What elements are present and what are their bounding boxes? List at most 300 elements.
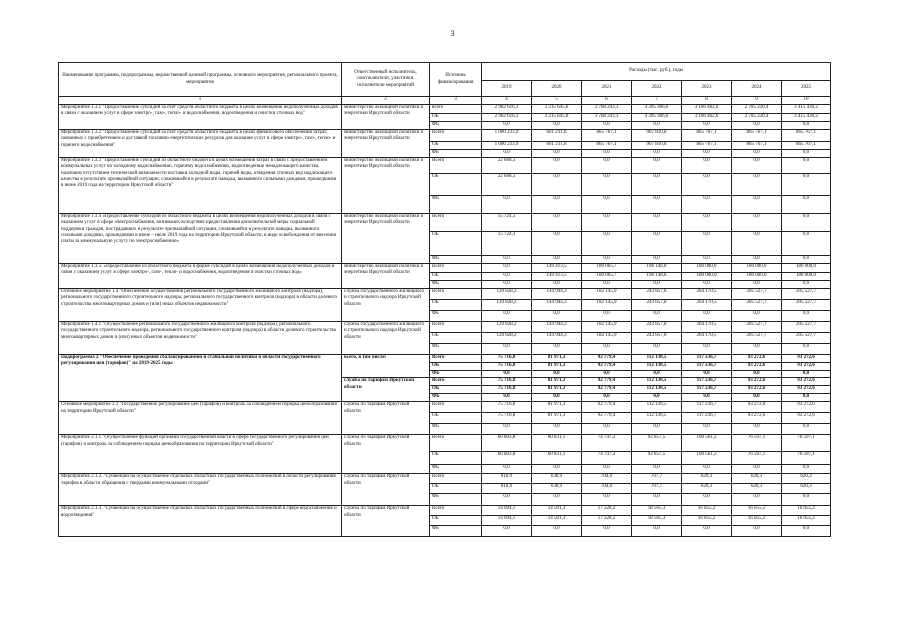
amount-cell: 75 716,8 <box>482 402 532 413</box>
amount-cell: 60 803,8 <box>482 435 532 452</box>
budget-table <box>58 62 831 537</box>
amount-cell: 620,3 <box>732 474 782 484</box>
amount-cell: 0,0 <box>582 174 632 196</box>
amount-cell: 14 501,3 <box>532 506 582 516</box>
funding-source-cell: ОБ <box>430 363 482 371</box>
amount-cell: 0,0 <box>682 494 732 506</box>
amount-cell: 1 000 233,9 <box>482 130 532 142</box>
amount-cell: 93 272,6 <box>782 386 831 394</box>
amount-cell: 638,9 <box>532 474 582 484</box>
amount-cell: 60 831,1 <box>532 452 582 465</box>
amount-cell: 144 944,3 <box>532 289 582 300</box>
amount-cell: 0,0 <box>682 311 732 322</box>
amount-cell: 76 597,1 <box>782 435 831 452</box>
column-index-cell: 1 <box>59 97 342 105</box>
amount-cell: 0,0 <box>682 122 732 130</box>
amount-cell: 93 272,6 <box>732 363 782 371</box>
amount-cell: 3 166 462,6 <box>682 114 732 122</box>
amount-cell: 75 716,8 <box>482 355 532 363</box>
funding-source-cell: ОБ <box>430 333 482 344</box>
table-row <box>59 214 831 232</box>
amount-cell: 180 000,0 <box>682 264 732 273</box>
amount-cell: 205 527,7 <box>732 289 782 300</box>
amount-cell: 180 000,0 <box>732 273 782 281</box>
amount-cell: 0,0 <box>532 158 582 174</box>
column-index-cell: 6 <box>582 97 632 105</box>
amount-cell: 0,0 <box>782 232 831 256</box>
amount-cell: 3 415 430,2 <box>782 105 831 114</box>
amount-cell: 144 944,3 <box>532 322 582 333</box>
funding-source-cell: ФБ <box>430 424 482 435</box>
amount-cell: 0,0 <box>582 232 632 256</box>
amount-cell: 0,0 <box>732 122 782 130</box>
funding-source-cell: ОБ <box>430 174 482 196</box>
amount-cell: 0,0 <box>532 122 582 130</box>
amount-cell: 112 130,5 <box>632 355 682 363</box>
amount-cell: 1 000 233,9 <box>482 142 532 150</box>
amount-cell: 76 597,1 <box>732 435 782 452</box>
amount-cell: 180 000,0 <box>682 273 732 281</box>
item-name-cell: Мероприятие 2.1.1."Осуществление функций органами государственной власти в сфере государственного регулирования цен (тарифов) и контроль за соблюдением порядка ценообразования на территории Иркутской области" <box>59 435 342 474</box>
amount-cell: 16 055,2 <box>732 516 782 526</box>
amount-cell: 865 767,1 <box>732 142 782 150</box>
amount-cell: 0,0 <box>632 494 682 506</box>
funding-source-cell: ФБ <box>430 256 482 264</box>
amount-cell: 60 803,8 <box>482 452 532 465</box>
amount-cell: 112 130,5 <box>632 363 682 371</box>
amount-cell: 75 716,8 <box>482 363 532 371</box>
amount-cell: 205 527,7 <box>782 300 831 311</box>
funding-source-cell: ФБ <box>430 311 482 322</box>
amount-cell: 638,9 <box>532 484 582 494</box>
funding-source-cell: ФБ <box>430 281 482 289</box>
amount-cell: 0,0 <box>732 371 782 378</box>
amount-cell: 144 944,3 <box>532 300 582 311</box>
year-header-cell: 2023 <box>682 81 732 97</box>
amount-cell: 0,0 <box>532 196 582 214</box>
table-row <box>59 264 831 273</box>
amount-cell: 0,0 <box>582 150 632 158</box>
amount-cell: 4 395 306,6 <box>632 114 682 122</box>
year-header-cell: 2019 <box>482 81 532 97</box>
amount-cell: 865 767,1 <box>782 142 831 150</box>
amount-cell: 0,0 <box>732 526 782 537</box>
amount-cell: 0,0 <box>532 311 582 322</box>
item-name-cell: Мероприятие 1.3.3 "Предоставление субсидий из областного бюджета в целях возмещения затрат в связи с предоставлением коммунальных услуг по холодному водоснабжению, горячему водоснабжению, водоотведению ненадлежащего качества, наличием отсутствием технической возможности поставки холодной воды, горячей воды, отведения сточных вод надлежащего качества в результате чрезвычайной ситуации, сложившейся в результате паводка, вызванного сильными дождями, прошедшими в июне 2019 года на территории Иркутской области" <box>59 158 342 214</box>
amount-cell: 0,0 <box>482 526 532 537</box>
amount-cell: 14 094,1 <box>482 506 532 516</box>
funding-source-cell: ОБ <box>430 114 482 122</box>
amount-cell: 149 413,5 <box>532 273 582 281</box>
amount-cell: 180 000,0 <box>732 264 782 273</box>
amount-cell: 120 828,2 <box>482 322 532 333</box>
amount-cell: 707,7 <box>632 484 682 494</box>
amount-cell: 2 705 220,4 <box>732 105 782 114</box>
amount-cell: 0,0 <box>532 344 582 355</box>
amount-cell: 81 971,3 <box>532 378 582 386</box>
column-index-cell: 9 <box>732 97 782 105</box>
amount-cell: 0,0 <box>482 264 532 273</box>
amount-cell: 0,0 <box>582 214 632 232</box>
amount-cell: 0,0 <box>582 281 632 289</box>
header-expenses-cell: Расходы (тыс. руб.), годы <box>482 63 831 81</box>
table-row <box>59 402 831 413</box>
amount-cell: 0,0 <box>532 526 582 537</box>
amount-cell: 75 716,8 <box>482 386 532 394</box>
funding-source-cell: ФБ <box>430 371 482 378</box>
amount-cell: 2 962 616,3 <box>482 105 532 114</box>
column-index-cell: 3 <box>430 97 482 105</box>
funding-source-cell: ФБ <box>430 394 482 402</box>
amount-cell: 3 415 430,2 <box>782 114 831 122</box>
amount-cell: 196 148,8 <box>632 264 682 273</box>
amount-cell: 0,0 <box>582 344 632 355</box>
column-index-cell: 4 <box>482 97 532 105</box>
table-row <box>59 105 831 114</box>
amount-cell: 205 527,7 <box>732 333 782 344</box>
amount-cell: 264 170,5 <box>682 322 732 333</box>
amount-cell: 182 145,9 <box>582 333 632 344</box>
amount-cell: 17 328,2 <box>582 506 632 516</box>
amount-cell: 264 170,5 <box>682 300 732 311</box>
amount-cell: 18 565,3 <box>632 516 682 526</box>
funding-source-cell: ФБ <box>430 196 482 214</box>
amount-cell: 0,0 <box>732 465 782 474</box>
amount-cell: 0,0 <box>532 281 582 289</box>
amount-cell: 182 145,9 <box>582 300 632 311</box>
amount-cell: 117 236,7 <box>682 363 732 371</box>
amount-cell: 3 166 462,6 <box>682 105 732 114</box>
amount-cell: 0,0 <box>682 465 732 474</box>
amount-cell: 0,0 <box>582 256 632 264</box>
funding-source-cell: ФБ <box>430 526 482 537</box>
amount-cell: 0,0 <box>682 344 732 355</box>
funding-source-cell: ОБ <box>430 300 482 311</box>
amount-cell: 0,0 <box>532 174 582 196</box>
amount-cell: 92 779,4 <box>582 378 632 386</box>
amount-cell: 0,0 <box>632 174 682 196</box>
amount-cell: 16 055,2 <box>782 516 831 526</box>
executor-cell: служба по тарифам Иркутской области <box>342 378 430 402</box>
amount-cell: 0,0 <box>532 214 582 232</box>
table-row <box>59 158 831 174</box>
amount-cell: 117 236,7 <box>682 402 732 413</box>
amount-cell: 0,0 <box>782 344 831 355</box>
amount-cell: 2 705 220,4 <box>732 114 782 122</box>
amount-cell: 16 055,2 <box>732 506 782 516</box>
amount-cell: 0,0 <box>482 311 532 322</box>
amount-cell: 0,0 <box>632 344 682 355</box>
amount-cell: 0,0 <box>682 232 732 256</box>
item-name-cell: Мероприятие 1.3.4 «Предоставление субсидий из областного бюджета в целях возмещения недополученных доходов в связи с оказанием услуг в сфере электроснабжения, возникших вследствие предоставления дополнительной меры социальной поддержки граждан, пострадавших в результате чрезвычайной ситуации, сложившейся в результате паводка, вызванного сильными дождями, прошедшими в июне – июле 2019 года на территории Иркутской области, в виде освобождения от внесения платы за коммунальную услугу по электроснабжению» <box>59 214 342 264</box>
amount-cell: 93 272,6 <box>782 355 831 363</box>
amount-cell: 205 527,7 <box>782 322 831 333</box>
amount-cell: 704,0 <box>582 484 632 494</box>
amount-cell: 112 130,5 <box>632 386 682 394</box>
funding-source-cell: всего <box>430 105 482 114</box>
amount-cell: 205 527,7 <box>782 289 831 300</box>
funding-source-cell: ФБ <box>430 494 482 506</box>
funding-source-cell: ОБ <box>430 273 482 281</box>
amount-cell: 0,0 <box>632 371 682 378</box>
amount-cell: 16 055,2 <box>682 506 732 516</box>
amount-cell: 0,0 <box>782 394 831 402</box>
amount-cell: 0,0 <box>632 424 682 435</box>
table-row <box>59 506 831 516</box>
amount-cell: 704,0 <box>582 474 632 484</box>
amount-cell: 76 597,1 <box>782 452 831 465</box>
amount-cell: 0,0 <box>632 394 682 402</box>
amount-cell: 117 236,7 <box>682 386 732 394</box>
item-name-cell: Основное мероприятие 2.1 "Государственное регулирование цен (тарифов) и контроль за соблюдением порядка ценообразования на территории Иркутской области" <box>59 402 342 435</box>
amount-cell: 0,0 <box>782 424 831 435</box>
amount-cell: 0,0 <box>582 526 632 537</box>
amount-cell: 818,9 <box>482 474 532 484</box>
amount-cell: 0,0 <box>482 273 532 281</box>
funding-source-cell: Всего <box>430 214 482 232</box>
amount-cell: 243 857,8 <box>632 289 682 300</box>
funding-source-cell: Всего <box>430 158 482 174</box>
executor-cell: служба по тарифам Иркутской области <box>342 435 430 474</box>
amount-cell: 93 272,6 <box>732 355 782 363</box>
amount-cell: 0,0 <box>582 424 632 435</box>
amount-cell: 0,0 <box>532 232 582 256</box>
amount-cell: 264 170,5 <box>682 333 732 344</box>
amount-cell: 967 810,8 <box>632 130 682 142</box>
amount-cell: 3 215 645,8 <box>532 105 582 114</box>
executor-cell: министерство жилищной политики и энергетики Иркутской области <box>342 264 430 289</box>
executor-cell: министерство жилищной политики и энергетики Иркутской области <box>342 105 430 130</box>
funding-source-cell: ОБ <box>430 484 482 494</box>
executor-cell: служба по тарифам Иркутской области <box>342 402 430 435</box>
amount-cell: 967 810,8 <box>632 142 682 150</box>
amount-cell: 0,0 <box>482 424 532 435</box>
amount-cell: 205 527,7 <box>732 300 782 311</box>
amount-cell: 0,0 <box>582 122 632 130</box>
amount-cell: 264 170,5 <box>682 289 732 300</box>
amount-cell: 92 779,4 <box>582 355 632 363</box>
funding-source-cell: Всего <box>430 506 482 516</box>
amount-cell: 15 724,3 <box>482 232 532 256</box>
year-header-cell: 2024 <box>732 81 782 97</box>
amount-cell: 0,0 <box>682 281 732 289</box>
column-index-cell: 7 <box>632 97 682 105</box>
funding-source-cell: Всего <box>430 474 482 484</box>
amount-cell: 180 065,7 <box>582 273 632 281</box>
amount-cell: 0,0 <box>682 526 732 537</box>
amount-cell: 60 831,1 <box>532 435 582 452</box>
year-header-cell: 2021 <box>582 81 632 97</box>
amount-cell: 0,0 <box>782 150 831 158</box>
amount-cell: 81 971,3 <box>532 402 582 413</box>
funding-source-cell: Всего <box>430 289 482 300</box>
amount-cell: 22 668,3 <box>482 174 532 196</box>
amount-cell: 0,0 <box>482 465 532 474</box>
amount-cell: 81 971,3 <box>532 363 582 371</box>
item-name-cell: Подпрограмма 2 "Обеспечение проведения сбалансированной и стабильной политики в области государственного регулирования цен (тарифов)" на 2019-2025 годы <box>59 355 342 402</box>
amount-cell: 180 000,0 <box>782 264 831 273</box>
amount-cell: 182 145,9 <box>582 289 632 300</box>
amount-cell: 0,0 <box>532 494 582 506</box>
amount-cell: 865 767,1 <box>732 130 782 142</box>
amount-cell: 92 857,5 <box>632 452 682 465</box>
amount-cell: 865 767,1 <box>582 142 632 150</box>
amount-cell: 0,0 <box>532 394 582 402</box>
table-row <box>59 322 831 333</box>
amount-cell: 81 971,3 <box>532 386 582 394</box>
amount-cell: 0,0 <box>632 150 682 158</box>
amount-cell: 93 272,6 <box>732 386 782 394</box>
amount-cell: 661 231,8 <box>532 130 582 142</box>
amount-cell: 144 944,3 <box>532 333 582 344</box>
table-row <box>59 355 831 363</box>
amount-cell: 0,0 <box>732 158 782 174</box>
amount-cell: 75 716,8 <box>482 413 532 424</box>
amount-cell: 0,0 <box>782 281 831 289</box>
amount-cell: 0,0 <box>532 150 582 158</box>
amount-cell: 0,0 <box>782 122 831 130</box>
amount-cell: 0,0 <box>782 196 831 214</box>
amount-cell: 117 236,7 <box>682 378 732 386</box>
amount-cell: 2 962 616,3 <box>482 114 532 122</box>
amount-cell: 180 000,0 <box>782 273 831 281</box>
amount-cell: 14 501,3 <box>532 516 582 526</box>
amount-cell: 112 130,5 <box>632 378 682 386</box>
column-index-cell: 2 <box>342 97 430 105</box>
amount-cell: 0,0 <box>482 344 532 355</box>
item-name-cell: Мероприятие 2.1.2. "Субвенции на осуществление отдельных областных государственных полномочий в области регулирования тарифов в области обращения с твердыми коммунальными отходами" <box>59 474 342 506</box>
item-name-cell: Мероприятие 2.1.3. "Субвенции на осуществление отдельных областных государственных полномочий в сфере водоснабжения и водоотведения" <box>59 506 342 537</box>
funding-source-cell: ОБ <box>430 386 482 394</box>
amount-cell: 0,0 <box>682 196 732 214</box>
amount-cell: 180 065,7 <box>582 264 632 273</box>
amount-cell: 0,0 <box>732 311 782 322</box>
amount-cell: 0,0 <box>482 196 532 214</box>
amount-cell: 0,0 <box>682 424 732 435</box>
amount-cell: 74 747,2 <box>582 452 632 465</box>
header-name-cell: Наименование программы, подпрограммы, ведомственной целевой программы, основного мероприятия, регионального проекта, мероприятия <box>59 63 342 97</box>
table-row <box>59 474 831 484</box>
amount-cell: 0,0 <box>682 256 732 264</box>
amount-cell: 22 668,3 <box>482 158 532 174</box>
funding-source-cell: Всего <box>430 378 482 386</box>
amount-cell: 93 272,6 <box>732 402 782 413</box>
column-index-cell: 5 <box>532 97 582 105</box>
amount-cell: 14 094,1 <box>482 516 532 526</box>
amount-cell: 0,0 <box>632 526 682 537</box>
amount-cell: 0,0 <box>632 214 682 232</box>
amount-cell: 0,0 <box>782 311 831 322</box>
amount-cell: 112 130,5 <box>632 402 682 413</box>
amount-cell: 93 272,6 <box>782 378 831 386</box>
amount-cell: 0,0 <box>732 424 782 435</box>
executor-cell: служба государственного жилищного и строительного надзора Иркутской области <box>342 322 430 355</box>
amount-cell: 0,0 <box>582 371 632 378</box>
amount-cell: 117 236,7 <box>682 355 732 363</box>
amount-cell: 15 724,3 <box>482 214 532 232</box>
funding-source-cell: ОБ <box>430 232 482 256</box>
column-index-cell: 10 <box>782 97 831 105</box>
amount-cell: 0,0 <box>782 465 831 474</box>
amount-cell: 0,0 <box>732 214 782 232</box>
amount-cell: 0,0 <box>732 281 782 289</box>
amount-cell: 93 272,6 <box>732 378 782 386</box>
amount-cell: 205 527,7 <box>782 333 831 344</box>
amount-cell: 117 236,7 <box>682 413 732 424</box>
amount-cell: 0,0 <box>482 150 532 158</box>
amount-cell: 0,0 <box>732 150 782 158</box>
amount-cell: 92 779,4 <box>582 402 632 413</box>
amount-cell: 0,0 <box>632 311 682 322</box>
amount-cell: 620,3 <box>682 484 732 494</box>
header-executor-cell: Ответственный исполнитель, соисполнители, участники, исполнители мероприятий <box>342 63 430 97</box>
amount-cell: 0,0 <box>732 256 782 264</box>
amount-cell: 0,0 <box>582 196 632 214</box>
amount-cell: 620,3 <box>782 484 831 494</box>
funding-source-cell: ФБ <box>430 150 482 158</box>
amount-cell: 0,0 <box>682 394 732 402</box>
amount-cell: 81 971,3 <box>532 355 582 363</box>
amount-cell: 0,0 <box>482 256 532 264</box>
funding-source-cell: ФБ <box>430 465 482 474</box>
amount-cell: 0,0 <box>732 344 782 355</box>
amount-cell: 0,0 <box>482 281 532 289</box>
item-name-cell: Мероприятие 1.4.1 "Осуществление регионального государственного жилищного контроля (надзора), регионального государственного строительного надзора, регионального государственного контроля (надзора) в области долевого строительства многоквартирных домов и (или) иных объектов недвижимости" <box>59 322 342 355</box>
amount-cell: 0,0 <box>782 214 831 232</box>
amount-cell: 0,0 <box>582 465 632 474</box>
amount-cell: 120 828,2 <box>482 300 532 311</box>
amount-cell: 0,0 <box>682 371 732 378</box>
table-row <box>59 130 831 142</box>
amount-cell: 0,0 <box>682 150 732 158</box>
item-name-cell: Мероприятие 1.3.1 "Предоставление субсидий за счет средств областного бюджета в целях возмещения недополученных доходов в связи с оказанием услуг в сфере электро-, газо-, тепло- и водоснабжения, водоотведения и очистки сточных вод" <box>59 105 342 130</box>
funding-source-cell: Всего <box>430 130 482 142</box>
amount-cell: 0,0 <box>632 232 682 256</box>
amount-cell: 93 272,6 <box>782 402 831 413</box>
amount-cell: 0,0 <box>682 174 732 196</box>
amount-cell: 0,0 <box>632 465 682 474</box>
amount-cell: 620,3 <box>682 474 732 484</box>
column-index-cell: 8 <box>682 97 732 105</box>
amount-cell: 243 857,8 <box>632 333 682 344</box>
funding-source-cell: ФБ <box>430 344 482 355</box>
item-name-cell: Основное мероприятие 1.4 "Обеспечение осуществления регионального государственного жилищного контроля (надзора), регионального государственного строительного надзора, регионального государственного контроля (надзора) в области долевого строительства многоквартирных домов и (или) иных объектов недвижимости" <box>59 289 342 322</box>
funding-source-cell: Всего <box>430 264 482 273</box>
amount-cell: 81 971,3 <box>532 413 582 424</box>
amount-cell: 149 413,5 <box>532 264 582 273</box>
amount-cell: 75 716,8 <box>482 378 532 386</box>
amount-cell: 76 597,1 <box>732 452 782 465</box>
amount-cell: 0,0 <box>482 122 532 130</box>
amount-cell: 0,0 <box>782 494 831 506</box>
amount-cell: 0,0 <box>732 232 782 256</box>
item-name-cell: Мероприятие 1.3.5. «Предоставление из областного бюджета в форме субсидий в целях возмещения недополученных доходов в связи с оказанием услуг в сфере электро-, газо-, тепло- и водоснабжения, водоотведения и очистки сточных вод» <box>59 264 342 289</box>
amount-cell: 100 561,2 <box>682 452 732 465</box>
amount-cell: 243 857,8 <box>632 300 682 311</box>
amount-cell: 0,0 <box>482 494 532 506</box>
amount-cell: 0,0 <box>632 196 682 214</box>
funding-source-cell: Всего <box>430 435 482 452</box>
amount-cell: 18 565,3 <box>632 506 682 516</box>
funding-source-cell: ОБ <box>430 142 482 150</box>
amount-cell: 620,3 <box>782 474 831 484</box>
executor-cell: служба по тарифам Иркутской области <box>342 506 430 537</box>
year-header-cell: 2025 <box>782 81 831 97</box>
amount-cell: 0,0 <box>482 371 532 378</box>
amount-cell: 93 272,6 <box>782 413 831 424</box>
amount-cell: 0,0 <box>582 158 632 174</box>
amount-cell: 0,0 <box>632 256 682 264</box>
